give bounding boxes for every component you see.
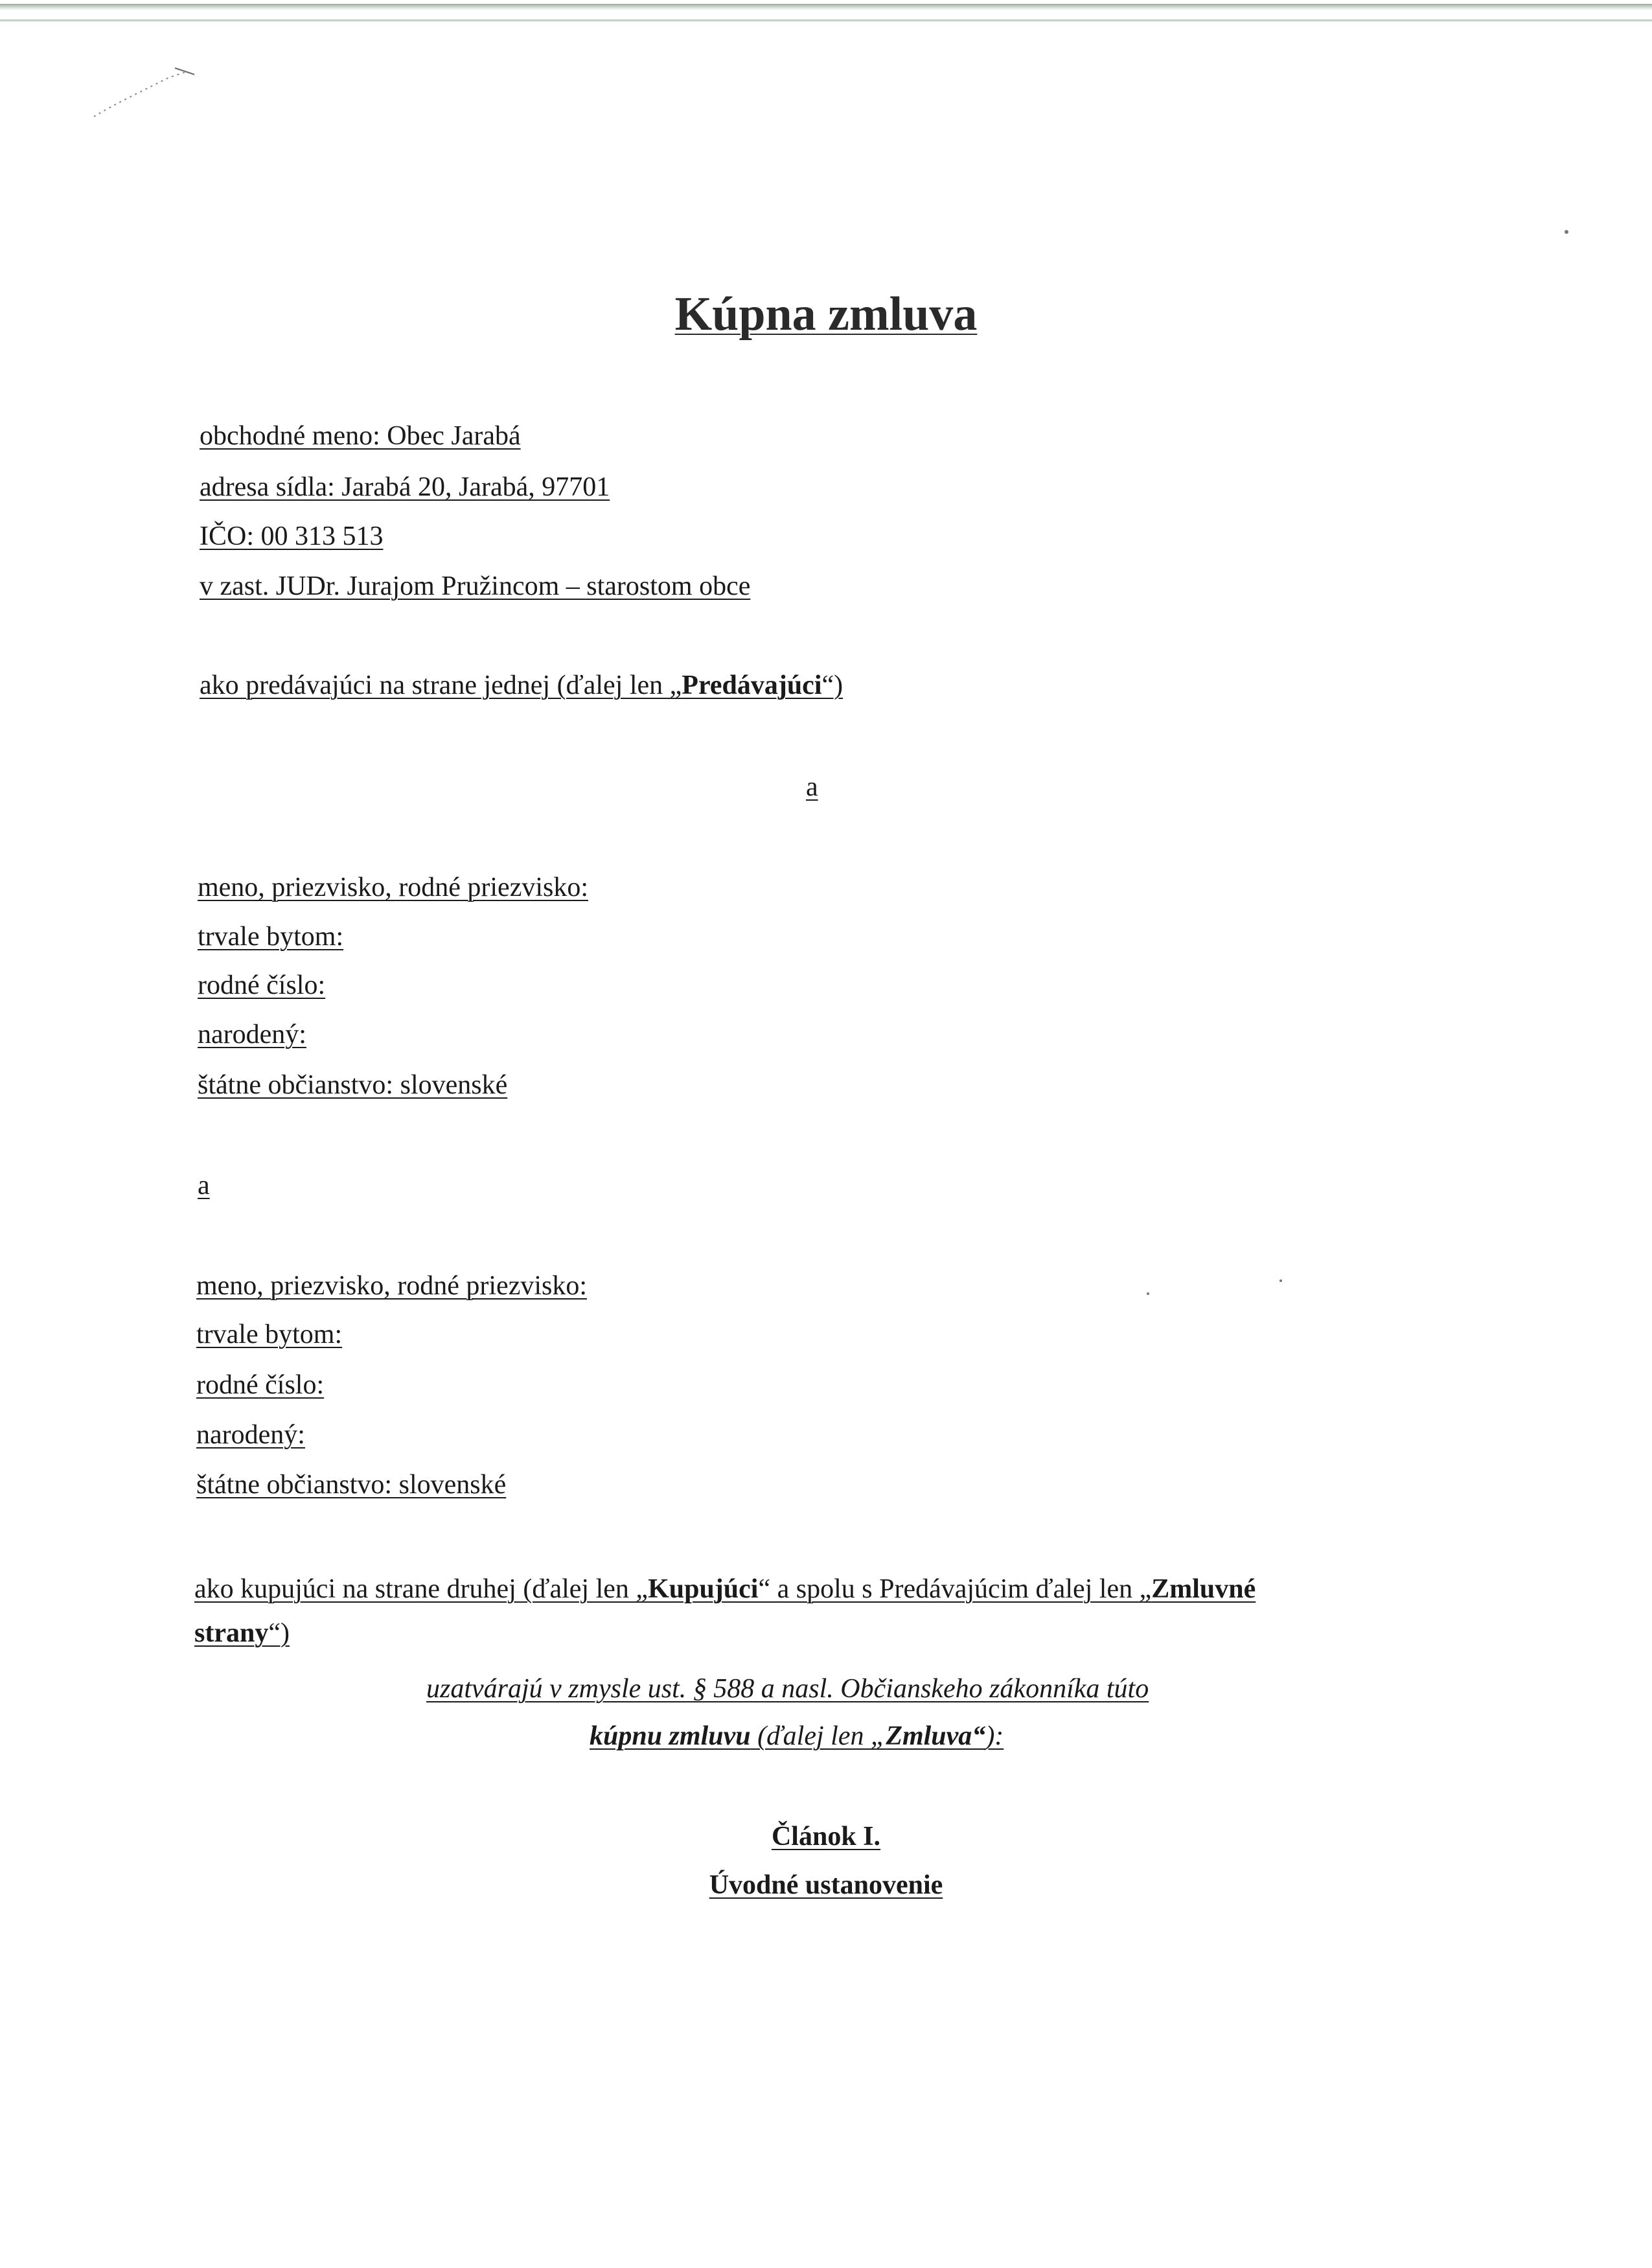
parties-term-part-2: strany [194, 1618, 269, 1648]
buyer2-name: meno, priezvisko, rodné priezvisko: [196, 1271, 588, 1301]
document-title: Kúpna zmluva [674, 288, 978, 341]
seller-role-prefix: ako predávajúci na strane jednej (ďalej len „ [200, 670, 682, 700]
scan-top-line [0, 19, 1652, 21]
statement-mid: (ďalej len „ [750, 1721, 886, 1751]
scan-speck [1565, 230, 1568, 234]
scan-top-edge [0, 4, 1652, 10]
seller-representative: v zast. JUDr. Jurajom Pružincom – starostom obce [200, 571, 751, 601]
seller-ico: IČO: 00 313 513 [200, 521, 384, 551]
statement-contract-short: Zmluva“ [886, 1721, 986, 1751]
seller-name: obchodné meno: Obec Jarabá [200, 421, 521, 451]
buyer-role-line-1 [194, 1573, 1256, 1605]
conjunction-a-2: a [198, 1171, 210, 1200]
buyer2-born: narodený: [196, 1420, 305, 1450]
article-number: Článok I. [771, 1822, 881, 1851]
buyer1-birth-number: rodné číslo: [198, 970, 326, 1000]
statement-contract-term: kúpnu zmluvu [590, 1721, 751, 1751]
buyer2-residence: trvale bytom: [196, 1320, 343, 1349]
buyer2-birth-number: rodné číslo: [196, 1370, 325, 1400]
buyer-role-term: Kupujúci [648, 1574, 759, 1604]
seller-role-term: Predávajúci [682, 670, 822, 700]
buyer-role-prefix: ako kupujúci na strane druhej (ďalej len „ [194, 1574, 648, 1604]
buyer-role-line-2 [194, 1617, 290, 1649]
scan-speck [1279, 1279, 1282, 1282]
buyer2-citizenship: štátne občianstvo: slovenské [196, 1470, 507, 1500]
buyer1-residence: trvale bytom: [198, 922, 344, 952]
seller-address: adresa sídla: Jarabá 20, Jarabá, 97701 [200, 472, 610, 502]
parties-term-part-1: Zmluvné [1151, 1574, 1256, 1604]
conjunction-a-1: a [806, 772, 818, 802]
article-heading: Úvodné ustanovenie [709, 1870, 943, 1900]
buyer-role-middle: “ a spolu s Predávajúcim ďalej len „ [758, 1574, 1152, 1604]
statement-end: ): [985, 1721, 1004, 1751]
pen-mark-scribble [91, 62, 201, 126]
buyer1-name: meno, priezvisko, rodné priezvisko: [198, 873, 589, 902]
buyer-role-suffix: “) [268, 1618, 290, 1648]
statement-line-1: uzatvárajú v zmysle ust. § 588 a nasl. Občianskeho zákonníka túto [426, 1674, 1149, 1704]
seller-role [200, 669, 843, 702]
buyer1-citizenship: štátne občianstvo: slovenské [198, 1070, 508, 1100]
statement-line-2 [590, 1720, 1004, 1752]
buyer1-born: narodený: [198, 1020, 306, 1049]
scan-speck [1147, 1292, 1149, 1295]
seller-role-suffix: “) [821, 670, 843, 700]
